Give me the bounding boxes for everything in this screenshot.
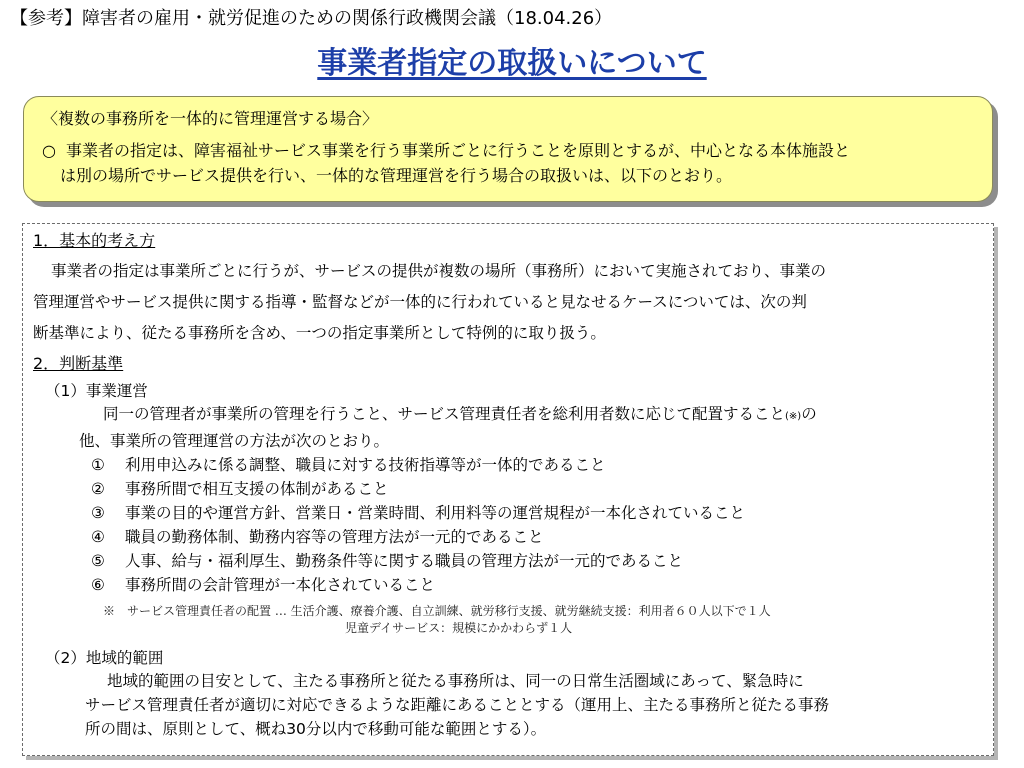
item-number: ⑤ <box>91 552 105 570</box>
summary-body <box>42 138 978 188</box>
operation-intro-tail: の <box>801 405 817 423</box>
subsection-business-operation-heading: （1）事業運営 <box>45 382 148 400</box>
reference-header: 【参考】障害者の雇用・就労促進のための関係行政機関会議（18.04.26） <box>10 8 613 29</box>
range-line: 所の間は、原則として、概ね30分以内で移動可能な範囲とする）。 <box>85 720 547 738</box>
item-text: 事業の目的や運営方針、営業日・営業時間、利用料等の運営規程が一本化されていること <box>125 504 746 522</box>
list-item <box>33 525 983 549</box>
item-number: ② <box>91 480 105 498</box>
summary-heading: 〈複数の事務所を一体的に管理運営する場合〉 <box>42 109 379 128</box>
list-item <box>33 501 983 525</box>
list-item <box>33 453 983 477</box>
section-1-heading: 1．基本的考え方 <box>33 231 156 250</box>
section-2-heading: 2．判断基準 <box>33 354 124 373</box>
footnote-line-1: ※ サービス管理責任者の配置 … 生活介護、療養介護、自立訓練、就労移行支援、就労継続支援：利用者６０人以下で１人 <box>103 604 771 618</box>
operation-intro-line-1 <box>33 402 983 429</box>
content-box <box>22 223 994 756</box>
list-item <box>33 573 983 597</box>
section-1-line: 管理運営やサービス提供に関する指導・監督などが一体的に行われていると見なせるケースについては、次の判 <box>33 293 807 311</box>
operation-intro-text: 同一の管理者が事業所の管理を行うこと、サービス管理責任者を総利用者数に応じて配置すること <box>103 405 786 423</box>
slide-title: 事業者指定の取扱いについて <box>317 46 707 81</box>
summary-box <box>23 96 993 202</box>
bullet-circle: ○ <box>42 141 56 160</box>
item-number: ③ <box>91 504 105 522</box>
criteria-list <box>33 453 983 597</box>
subsection-geographic-range-heading: （2）地域的範囲 <box>45 649 164 667</box>
range-line: サービス管理責任者が適切に対応できるような距離にあることとする（運用上、主たる事務所と従たる事務 <box>85 696 830 714</box>
item-text: 人事、給与・福利厚生、勤務条件等に関する職員の管理方法が一元的であること <box>125 552 684 570</box>
item-number: ⑥ <box>91 576 105 594</box>
footnote-line-2: 児童デイサービス：規模にかかわらず１人 <box>345 621 573 635</box>
item-number: ① <box>91 456 105 474</box>
note-reference-mark: (※) <box>785 411 802 422</box>
section-1-line: 事業者の指定は事業所ごとに行うが、サービスの提供が複数の場所（事務所）において実施されており、事業の <box>51 262 827 280</box>
item-text: 事務所間で相互支援の体制があること <box>125 480 389 498</box>
operation-intro-line-2: 他、事業所の管理運営の方法が次のとおり。 <box>79 432 390 450</box>
item-text: 利用申込みに係る調整、職員に対する技術指導等が一体的であること <box>125 456 606 474</box>
range-line: 地域的範囲の目安として、主たる事務所と従たる事務所は、同一の日常生活圏域にあって、緊急時に <box>107 672 804 690</box>
item-text: 職員の勤務体制、勤務内容等の管理方法が一元的であること <box>125 528 544 546</box>
section-1-paragraph <box>33 256 983 349</box>
item-number: ④ <box>91 528 105 546</box>
list-item <box>33 549 983 573</box>
section-1-line: 断基準により、従たる事務所を含め、一つの指定事業所として特例的に取り扱う。 <box>33 324 606 342</box>
summary-line-1: 事業者の指定は、障害福祉サービス事業を行う事業所ごとに行うことを原則とするが、中心となる本体施設と <box>65 141 850 160</box>
list-item <box>33 477 983 501</box>
summary-line-2: は別の場所でサービス提供を行い、一体的な管理運営を行う場合の取扱いは、以下のとおり。 <box>60 166 733 185</box>
item-text: 事務所間の会計管理が一本化されていること <box>125 576 436 594</box>
